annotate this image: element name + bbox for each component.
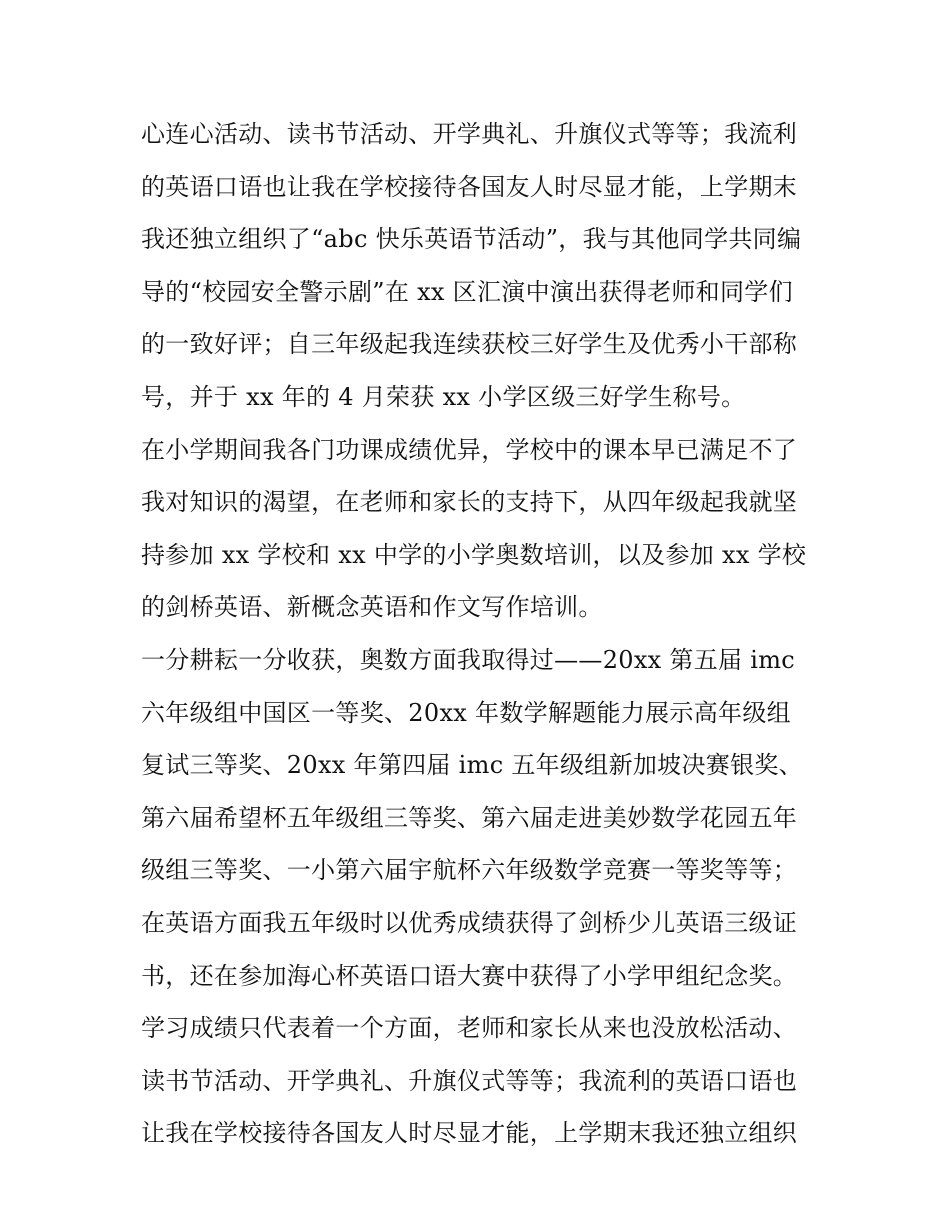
text-line: 读书节活动、开学典礼、升旗仪式等等；我流利的英语口语也 (141, 1066, 798, 1095)
text-line: 心连心活动、读书节活动、开学典礼、升旗仪式等等；我流利 (141, 120, 798, 148)
text-line: 在小学期间我各门功课成绩优异，学校中的课本早已满足不了 (141, 435, 798, 464)
text-line: 级组三等奖、一小第六届宇航杯六年级数学竞赛一等奖等等； (141, 856, 798, 885)
text-line: 导的“校园安全警示剧”在 xx 区汇演中演出获得老师和同学们 (141, 277, 793, 306)
text-line: 我还独立组织了“abc 快乐英语节活动”，我与其他同学共同编 (141, 225, 802, 254)
text-line: 的英语口语也让我在学校接待各国友人时尽显才能，上学期末 (141, 172, 798, 201)
text-line: 让我在学校接待各国友人时尽显才能，上学期末我还独立组织 (141, 1119, 798, 1148)
text-line: 我对知识的渴望，在老师和家长的支持下，从四年级起我就坚 (141, 488, 798, 517)
text-line: 六年级组中国区一等奖、20xx 年数学解题能力展示高年级组 (141, 698, 791, 727)
body-text (141, 108, 821, 1160)
text-line: 的剑桥英语、新概念英语和作文写作培训。 (141, 593, 603, 622)
text-line: 的一致好评；自三年级起我连续获校三好学生及优秀小干部称 (141, 330, 798, 359)
text-line: 号，并于 xx 年的 4 月荣获 xx 小学区级三好学生称号。 (141, 382, 746, 411)
text-line: 在英语方面我五年级时以优秀成绩获得了剑桥少儿英语三级证 (141, 908, 798, 937)
text-line: 一分耕耘一分收获，奥数方面我取得过——20xx 第五届 imc (141, 645, 796, 674)
text-line: 复试三等奖、20xx 年第四届 imc 五年级组新加坡决赛银奖、 (141, 751, 803, 780)
text-line: 书，还在参加海心杯英语口语大赛中获得了小学甲组纪念奖。 (141, 961, 798, 990)
text-line: 持参加 xx 学校和 xx 中学的小学奥数培训，以及参加 xx 学校 (141, 540, 807, 569)
text-line: 学习成绩只代表着一个方面，老师和家长从来也没放松活动、 (141, 1014, 798, 1043)
text-line: 第六届希望杯五年级组三等奖、第六届走进美妙数学花园五年 (141, 803, 798, 832)
